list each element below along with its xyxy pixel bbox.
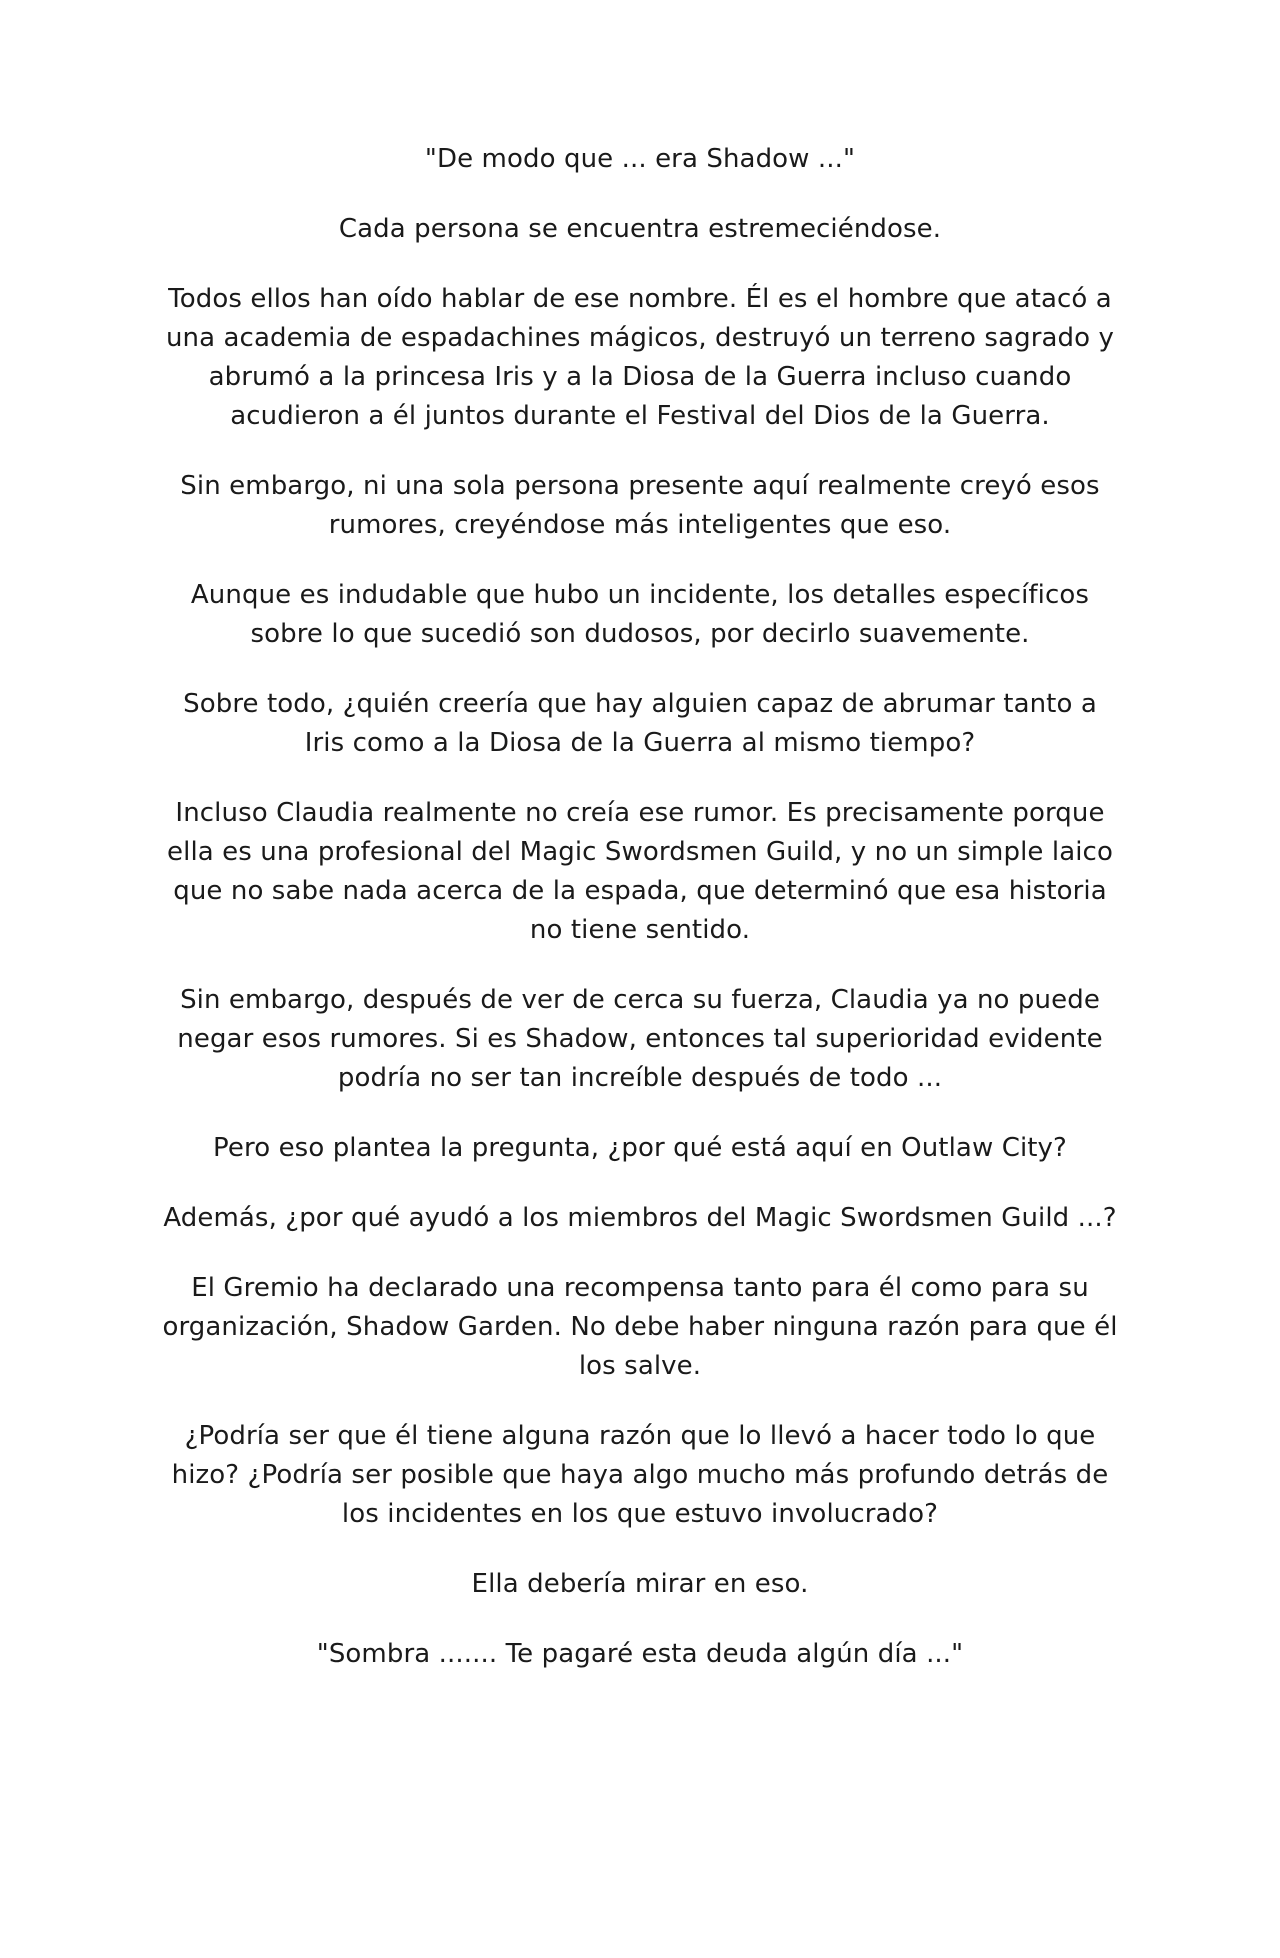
paragraph-14: "Sombra ....... Te pagaré esta deuda algún día ..."	[316, 1639, 964, 1669]
document-page	[0, 140, 1280, 1705]
paragraph-12: ¿Podría ser que él tiene alguna razón que lo llevó a hacer todo lo que hizo? ¿Podría ser posible que haya algo mucho más profundo detrás de los incidentes en los que estuvo involucrado?	[171, 1421, 1109, 1529]
paragraph-1: "De modo que ... era Shadow ..."	[424, 144, 856, 174]
paragraph-7: Incluso Claudia realmente no creía ese rumor. Es precisamente porque ella es una profesional del Magic Swordsmen Guild, y no un simple laico que no sabe nada acerca de la espada, que determinó que esa historia no tiene sentido.	[167, 798, 1113, 945]
paragraph-2: Cada persona se encuentra estremeciéndose.	[338, 214, 942, 244]
paragraph-5: Aunque es indudable que hubo un incidente, los detalles específicos sobre lo que sucedió son dudosos, por decirlo suavemente.	[190, 580, 1090, 649]
paragraph-8: Sin embargo, después de ver de cerca su fuerza, Claudia ya no puede negar esos rumores. Si es Shadow, entonces tal superioridad evidente podría no ser tan increíble después de todo ...	[177, 985, 1103, 1093]
paragraph-6: Sobre todo, ¿quién creería que hay alguien capaz de abrumar tanto a Iris como a la Diosa de la Guerra al mismo tiempo?	[183, 689, 1097, 758]
paragraph-3: Todos ellos han oído hablar de ese nombre. Él es el hombre que atacó a una academia de espadachines mágicos, destruyó un terreno sagrado y abrumó a la princesa Iris y a la Diosa de la Guerra incluso cuando acudieron a él juntos durante el Festival del Dios de la Guerra.	[165, 284, 1115, 431]
paragraph-4: Sin embargo, ni una sola persona presente aquí realmente creyó esos rumores, creyéndose más inteligentes que eso.	[180, 471, 1100, 540]
paragraph-9: Pero eso plantea la pregunta, ¿por qué está aquí en Outlaw City?	[213, 1133, 1067, 1163]
paragraph-11: El Gremio ha declarado una recompensa tanto para él como para su organización, Shadow Garden. No debe haber ninguna razón para que él los salve.	[162, 1273, 1118, 1381]
paragraph-10: Además, ¿por qué ayudó a los miembros del Magic Swordsmen Guild ...?	[163, 1203, 1117, 1233]
paragraph-13: Ella debería mirar en eso.	[471, 1569, 809, 1599]
